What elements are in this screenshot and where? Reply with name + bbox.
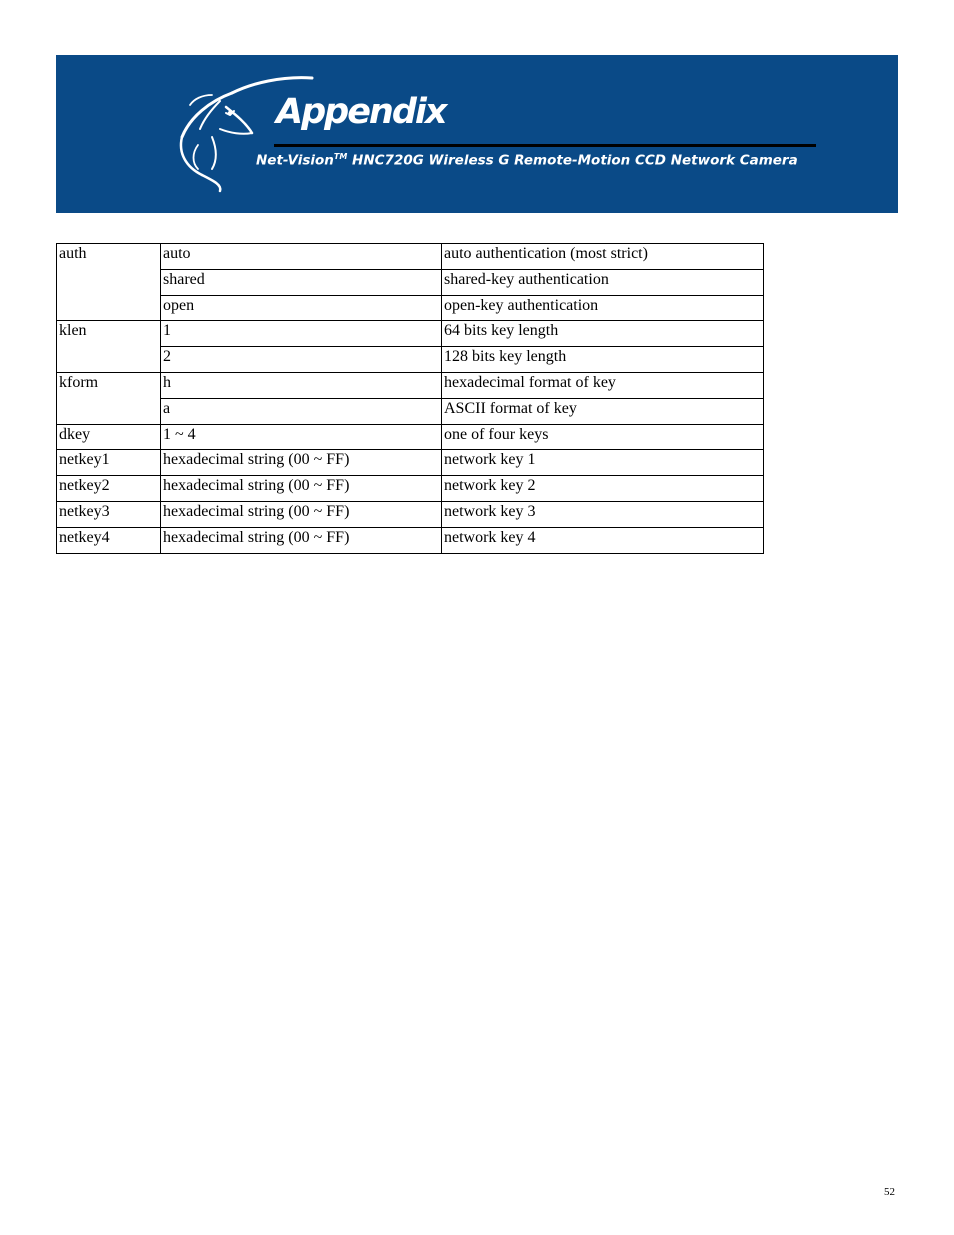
table-row: [57, 501, 764, 527]
param-value-cell: h: [161, 372, 442, 398]
banner-title: Appendix: [276, 92, 446, 132]
table-row: [57, 269, 764, 295]
param-description-cell: network key 2: [442, 476, 764, 502]
param-description-cell: one of four keys: [442, 424, 764, 450]
param-description-cell: open-key authentication: [442, 295, 764, 321]
param-value-cell: 1: [161, 321, 442, 347]
param-value-cell: hexadecimal string (00 ~ FF): [161, 527, 442, 553]
header-banner: [56, 55, 898, 213]
param-description-cell: 128 bits key length: [442, 347, 764, 373]
trademark-mark: TM: [333, 152, 348, 161]
param-name-cell: klen: [57, 321, 161, 373]
table-row: [57, 321, 764, 347]
page-number: 52: [884, 1186, 895, 1198]
param-description-cell: shared-key authentication: [442, 269, 764, 295]
param-value-cell: a: [161, 398, 442, 424]
param-value-cell: auto: [161, 244, 442, 270]
param-description-cell: network key 3: [442, 501, 764, 527]
subtitle-product: HNC720G Wireless G Remote-Motion CCD Network Camera: [347, 152, 798, 169]
table-row: [57, 450, 764, 476]
table-row: [57, 372, 764, 398]
param-value-cell: shared: [161, 269, 442, 295]
banner-divider: [274, 144, 816, 147]
param-value-cell: 2: [161, 347, 442, 373]
param-description-cell: auto authentication (most strict): [442, 244, 764, 270]
param-description-cell: network key 4: [442, 527, 764, 553]
param-name-cell: kform: [57, 372, 161, 424]
param-name-cell: netkey2: [57, 476, 161, 502]
param-description-cell: hexadecimal format of key: [442, 372, 764, 398]
param-value-cell: hexadecimal string (00 ~ FF): [161, 501, 442, 527]
table-row: [57, 424, 764, 450]
param-description-cell: 64 bits key length: [442, 321, 764, 347]
table-row: [57, 398, 764, 424]
table-row: [57, 244, 764, 270]
table-row: [57, 295, 764, 321]
param-value-cell: 1 ~ 4: [161, 424, 442, 450]
param-name-cell: auth: [57, 244, 161, 321]
param-name-cell: netkey4: [57, 527, 161, 553]
param-name-cell: netkey1: [57, 450, 161, 476]
param-description-cell: network key 1: [442, 450, 764, 476]
banner-subtitle: [256, 152, 798, 169]
table-row: [57, 347, 764, 373]
param-value-cell: hexadecimal string (00 ~ FF): [161, 450, 442, 476]
param-value-cell: hexadecimal string (00 ~ FF): [161, 476, 442, 502]
table-row: [57, 527, 764, 553]
table-row: [57, 476, 764, 502]
parameter-table: [56, 243, 764, 554]
param-name-cell: dkey: [57, 424, 161, 450]
param-description-cell: ASCII format of key: [442, 398, 764, 424]
param-value-cell: open: [161, 295, 442, 321]
subtitle-brand: Net-Vision: [256, 152, 334, 169]
param-name-cell: netkey3: [57, 501, 161, 527]
